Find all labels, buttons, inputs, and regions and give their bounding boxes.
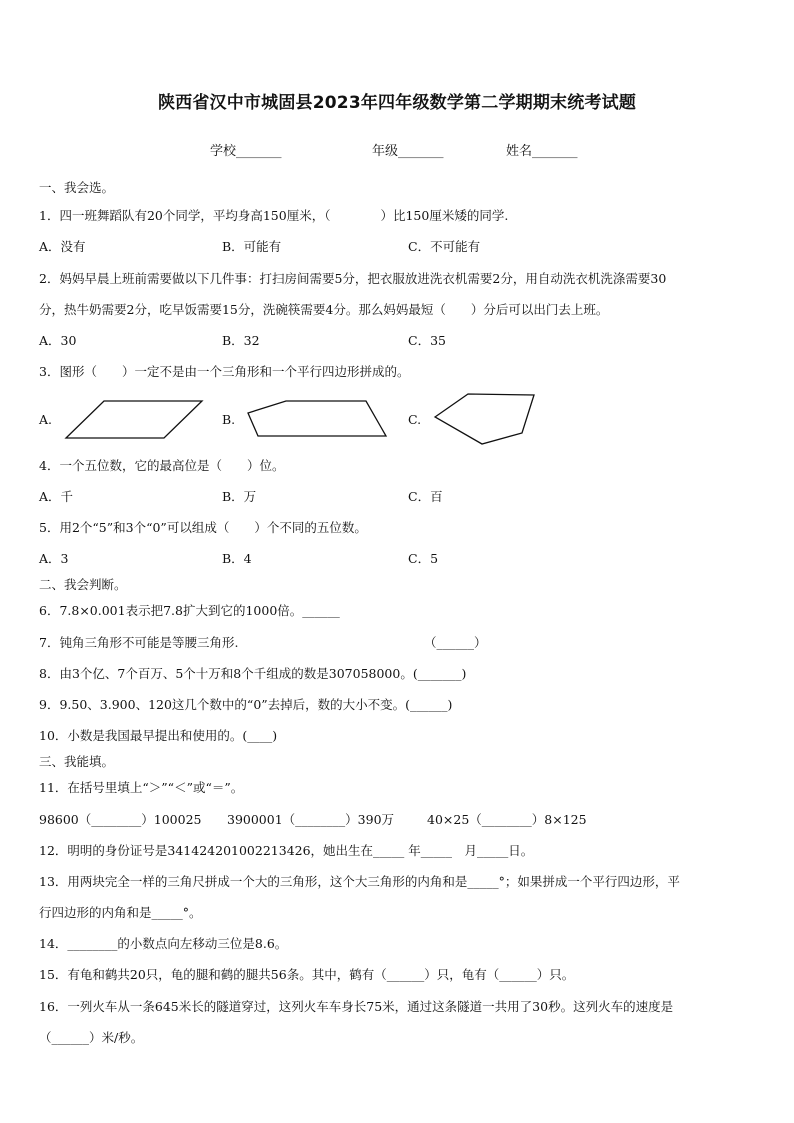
question-11: 11．在括号里填上“＞”“＜”或“＝”。 <box>39 780 244 795</box>
name-label: 姓名 <box>506 144 533 159</box>
q2-option-c: C．35 <box>408 333 446 348</box>
question-16-line-2: （______）米/秒。 <box>39 1030 144 1045</box>
question-15: 15．有龟和鹤共20只，龟的腿和鹤的腿共56条。其中，鹤有（______）只，龟有（______）只。 <box>39 967 575 982</box>
question-4: 4．一个五位数，它的最高位是（ ）位。 <box>39 458 285 473</box>
school-blank: _______ <box>236 144 282 159</box>
question-16-line-1: 16．一列火车从一条645米长的隧道穿过，这列火车车身长75米，通过这条隧道一共用了30秒。这列火车的速度是 <box>39 999 674 1014</box>
question-6: 6．7.8×0.001表示把7.8扩大到它的1000倍。______ <box>39 603 340 618</box>
q5-option-c: C．5 <box>408 551 439 566</box>
q3-option-b: B. <box>222 412 236 427</box>
page-title: 陕西省汉中市城固县2023年四年级数学第二学期期末统考试题 <box>157 93 637 113</box>
question-7-blank: （______） <box>424 635 487 650</box>
q3-shape-a-parallelogram <box>62 398 207 442</box>
question-9: 9．9.50、3.900、120这几个数中的“0”去掉后，数的大小不变。(______) <box>39 697 453 712</box>
q11-item-2: 3900001（________）390万 <box>227 812 395 827</box>
q3-shape-c-pentagon <box>432 390 540 448</box>
question-10: 10．小数是我国最早提出和使用的。(____) <box>39 728 278 743</box>
question-13-line-1: 13．用两块完全一样的三角尺拼成一个大的三角形，这个大三角形的内角和是_____°；如果拼成一个平行四边形，平 <box>39 874 680 889</box>
question-3: 3．图形（ ）一定不是由一个三角形和一个平行四边形拼成的。 <box>39 364 410 379</box>
question-2-line-1: 2．妈妈早晨上班前需要做以下几件事：打扫房间需要5分，把衣服放进洗衣机需要2分，用自动洗衣机洗涤需要30 <box>39 271 667 286</box>
q1-option-a: A．没有 <box>39 239 86 254</box>
section-heading-fill: 三、我能填。 <box>39 754 115 769</box>
question-5: 5．用2个“5”和3个“0”可以组成（ ）个不同的五位数。 <box>39 520 367 535</box>
question-12: 12．明明的身份证号是341424201002213426，她出生在_____ 年_____ 月_____日。 <box>39 843 534 858</box>
q2-option-a: A．30 <box>39 333 77 348</box>
name-blank: _______ <box>532 144 578 159</box>
q5-option-b: B．4 <box>222 551 252 566</box>
q3-option-c: C. <box>408 412 422 427</box>
question-1: 1．四一班舞蹈队有20个同学，平均身高150厘米，（ ）比150厘米矮的同学. <box>39 208 509 223</box>
q11-item-3: 40×25（________）8×125 <box>427 812 587 827</box>
section-heading-judge: 二、我会判断。 <box>39 577 127 592</box>
name-field <box>506 140 578 159</box>
school-label: 学校 <box>210 144 237 159</box>
question-14: 14．________的小数点向左移动三位是8.6。 <box>39 936 288 951</box>
question-13-line-2: 行四边形的内角和是_____°。 <box>39 905 202 920</box>
q11-item-1: 98600（________）100025 <box>39 812 202 827</box>
grade-blank: _______ <box>398 144 444 159</box>
q4-option-a: A．千 <box>39 489 74 504</box>
q1-option-c: C．不可能有 <box>408 239 481 254</box>
q5-option-a: A．3 <box>39 551 69 566</box>
section-heading-choice: 一、我会选。 <box>39 180 115 195</box>
q1-option-b: B．可能有 <box>222 239 282 254</box>
q4-option-b: B．万 <box>222 489 257 504</box>
grade-label: 年级 <box>372 144 399 159</box>
school-field <box>210 140 282 159</box>
q2-option-b: B．32 <box>222 333 260 348</box>
q3-shape-b-trapezoid <box>246 398 391 442</box>
question-8: 8．由3个亿、7个百万、5个十万和8个千组成的数是307058000。(_______) <box>39 666 467 681</box>
q4-option-c: C．百 <box>408 489 443 504</box>
question-7: 7．钝角三角形不可能是等腰三角形. <box>39 635 239 650</box>
grade-field <box>372 140 444 159</box>
question-2-line-2: 分，热牛奶需要2分，吃早饭需要15分，洗碗筷需要4分。那么妈妈最短（ ）分后可以出门去上班。 <box>39 302 609 317</box>
q3-option-a: A. <box>39 412 53 427</box>
